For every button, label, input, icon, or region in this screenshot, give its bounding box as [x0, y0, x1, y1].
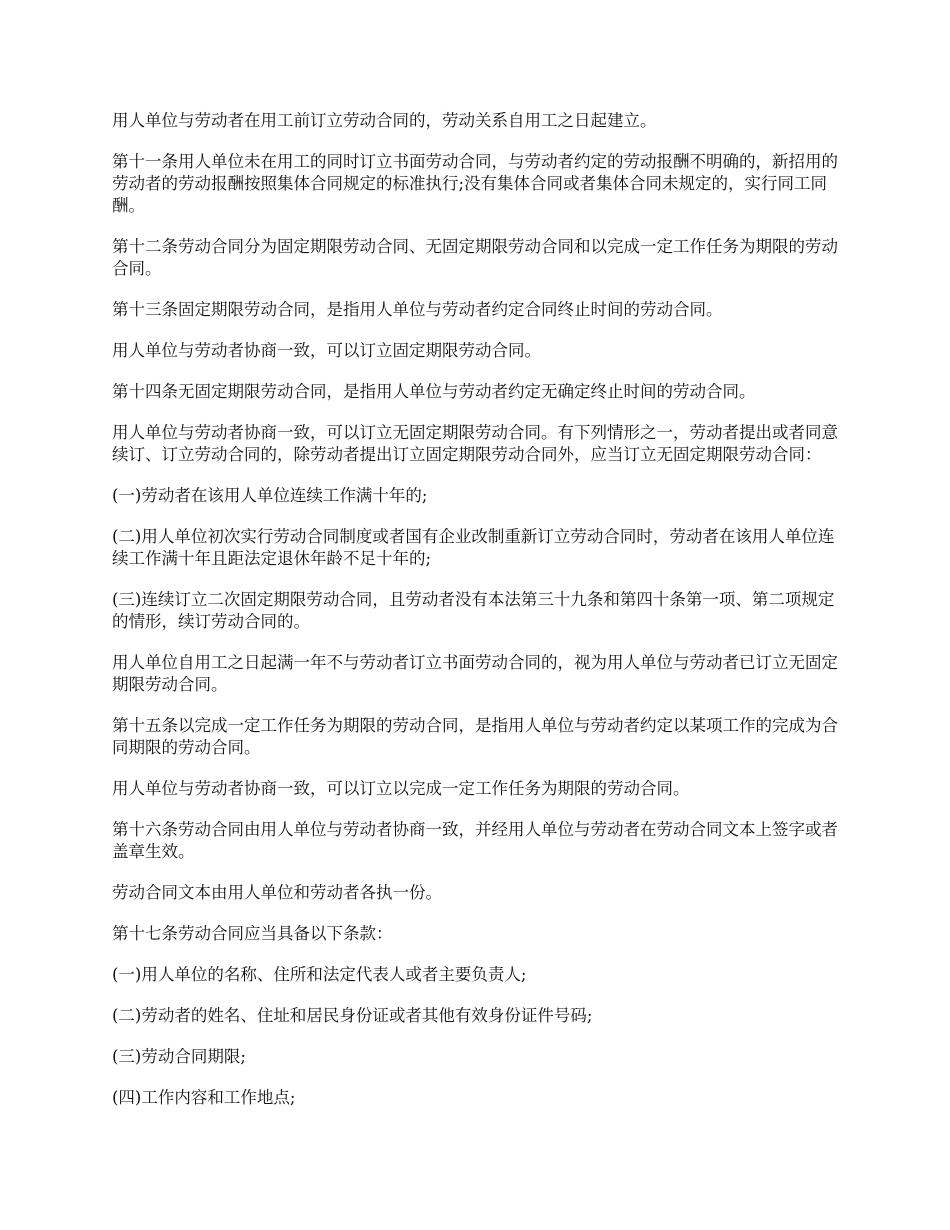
- paragraph: (二)劳动者的姓名、住址和居民身份证或者其他有效身份证件号码;: [112, 1006, 593, 1025]
- paragraph: 第十六条劳动合同由用人单位与劳动者协商一致，并经用人单位与劳动者在劳动合同文本上签字或者盖章生效。: [112, 820, 838, 861]
- paragraph: 用人单位自用工之日起满一年不与劳动者订立书面劳动合同的，视为用人单位与劳动者已订立无固定期限劳动合同。: [112, 653, 838, 694]
- paragraph: 第十七条劳动合同应当具备以下条款：: [112, 924, 393, 943]
- paragraph: 用人单位与劳动者协商一致，可以订立固定期限劳动合同。: [112, 341, 541, 360]
- paragraph: (二)用人单位初次实行劳动合同制度或者国有企业改制重新订立劳动合同时，劳动者在该用人单位连续工作满十年且距法定退休年龄不足十年的;: [112, 527, 835, 568]
- paragraph: 劳动合同文本由用人单位和劳动者各执一份。: [112, 883, 442, 902]
- paragraph: 用人单位与劳动者协商一致，可以订立以完成一定工作任务为期限的劳动合同。: [112, 779, 690, 798]
- paragraph: 第十一条用人单位未在用工的同时订立书面劳动合同，与劳动者约定的劳动报酬不明确的，新招用的劳动者的劳动报酬按照集体合同规定的标准执行;没有集体合同或者集体合同未规定的，实行同工同酬。: [112, 152, 838, 215]
- paragraph: 第十三条固定期限劳动合同，是指用人单位与劳动者约定合同终止时间的劳动合同。: [112, 300, 723, 319]
- paragraph: (一)劳动者在该用人单位连续工作满十年的;: [112, 486, 428, 505]
- paragraph: (四)工作内容和工作地点;: [112, 1088, 296, 1107]
- paragraph: (三)劳动合同期限;: [112, 1047, 246, 1066]
- paragraph: (三)连续订立二次固定期限劳动合同，且劳动者没有本法第三十九条和第四十条第一项、第二项规定的情形，续订劳动合同的。: [112, 590, 835, 631]
- paragraph: 第十二条劳动合同分为固定期限劳动合同、无固定期限劳动合同和以完成一定工作任务为期限的劳动合同。: [112, 237, 838, 278]
- paragraph: 第十五条以完成一定工作任务为期限的劳动合同，是指用人单位与劳动者约定以某项工作的完成为合同期限的劳动合同。: [112, 716, 838, 757]
- document-body: [112, 110, 848, 1128]
- paragraph: 用人单位与劳动者在用工前订立劳动合同的，劳动关系自用工之日起建立。: [112, 111, 657, 130]
- paragraph: 第十四条无固定期限劳动合同，是指用人单位与劳动者约定无确定终止时间的劳动合同。: [112, 382, 756, 401]
- paragraph: 用人单位与劳动者协商一致，可以订立无固定期限劳动合同。有下列情形之一，劳动者提出或者同意续订、订立劳动合同的，除劳动者提出订立固定期限劳动合同外，应当订立无固定期限劳动合同：: [112, 423, 838, 464]
- paragraph: (一)用人单位的名称、住所和法定代表人或者主要负责人;: [112, 965, 527, 984]
